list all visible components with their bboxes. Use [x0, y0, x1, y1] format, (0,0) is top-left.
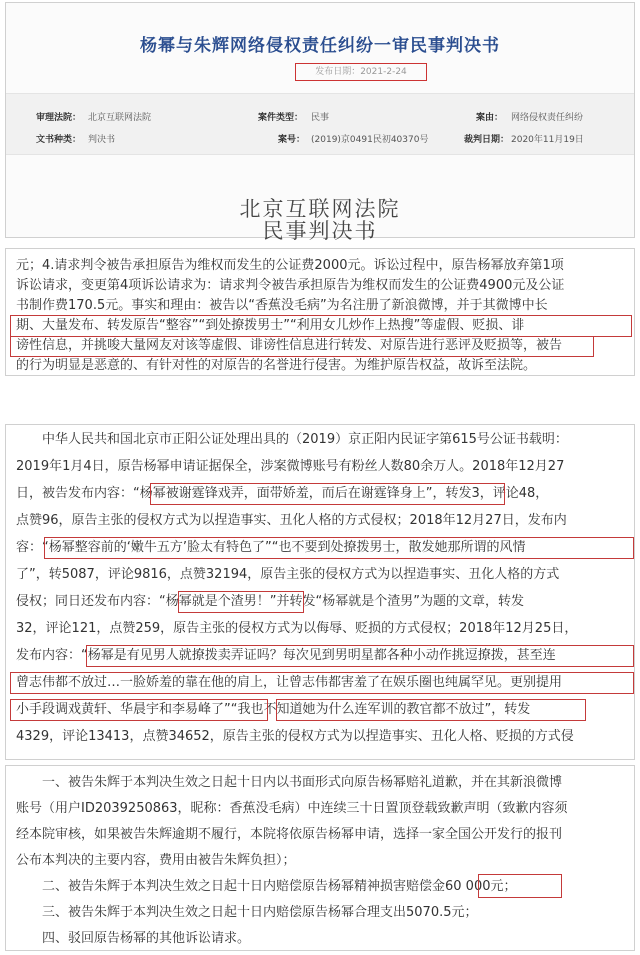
cause-label: 案由： — [476, 113, 504, 123]
judgment-title: 杨幂与朱辉网络侵权责任纠纷一审民事判决书 — [140, 36, 500, 56]
court-name: 北京互联网法院 — [239, 197, 401, 221]
text-line: 二、被告朱辉于本判决生效之日起十日内赔偿原告杨幂精神损害赔偿金60 000元； — [16, 879, 517, 894]
text-line: 三、被告朱辉于本判决生效之日起十日内赔偿原告杨幂合理支出5070.5元； — [16, 905, 478, 920]
court-label: 审理法院： — [36, 113, 82, 123]
text-line: 期、大量发布、转发原告“整容”“到处撩拨男士”“利用女儿炒作上热搜”等虚假、贬损、诽 — [16, 318, 525, 333]
text-line: 的行为明显是恶意的、有针对性的对原告的名誉进行侵害。为维护原告权益，故诉至法院。 — [16, 358, 537, 373]
text-line: 2019年1月4日，原告杨幂申请证据保全，涉案微博账号有粉丝人数80余万人。2018年12月27 — [16, 459, 565, 474]
text-line: 发布内容：“杨幂是有见男人就撩拨卖弄证吗？每次见到男明星都各种小动作挑逗撩拨，甚至连 — [16, 648, 556, 663]
text-line: 容：“杨幂整容前的‘嫩牛五方’脸太有特色了”“也不要到处撩拨男士，散发她那所谓的风情 — [16, 540, 526, 555]
text-line: 公布本判决的主要内容，费用由被告朱辉负担）； — [16, 853, 296, 868]
text-line: 中华人民共和国北京市正阳公证处理出具的（2019）京正阳内民证字第615号公证书载明： — [16, 432, 568, 447]
doc-type-label: 文书种类： — [36, 135, 82, 145]
text-line: 书制作费170.5元。事实和理由：被告以“香蕉没毛病”为名注册了新浪微博，并于其微博中长 — [16, 298, 548, 313]
excerpt-claims — [5, 248, 635, 376]
document-type: 民事判决书 — [262, 219, 378, 243]
text-line: 谤性信息，并挑唆大量网友对该等虚假、诽谤性信息进行转发、对原告进行恶评及贬损等，被告 — [16, 338, 563, 353]
text-line: 日，被告发布内容：“杨幂被谢霆锋戏弄，面带娇羞，而后在谢霆锋身上”，转发3，评论48， — [16, 486, 549, 501]
case-number-label: 案号： — [278, 135, 306, 145]
case-type-value: 民事 — [311, 113, 330, 123]
case-number-value: (2019)京0491民初40370号 — [311, 135, 429, 145]
text-line: 了”，转5087，评论9816，点赞32194，原告主张的侵权方式为以捏造事实、丑化人格的方式 — [16, 567, 560, 582]
judgment-header — [5, 2, 635, 243]
judgment-date-label: 裁判日期： — [464, 135, 510, 145]
judgment-date-value: 2020年11月19日 — [511, 135, 584, 145]
publish-date: 发布日期：2021-2-24 — [295, 63, 427, 81]
court-value: 北京互联网法院 — [88, 113, 152, 123]
text-line: 元；4.请求判令被告承担原告为维权而发生的公证费2000元。诉讼过程中，原告杨幂放弃第1项 — [16, 258, 564, 273]
case-type-label: 案件类型： — [258, 113, 304, 123]
text-line: 小手段调戏黄轩、华晨宇和李易峰了”“我也不知道她为什么连军训的教官都不放过”，转发 — [16, 702, 531, 717]
case-metadata — [6, 93, 634, 155]
text-line: 账号（用户ID2039250863，昵称：香蕉没毛病）中连续三十日置顶登载致歉声明（致歉内容须 — [16, 801, 568, 816]
text-line: 诉讼请求，变更第4项诉讼请求为：请求判令被告承担原告为维权而发生的公证费4900元及公证 — [16, 278, 565, 293]
text-line: 32，评论121，点赞259，原告主张的侵权方式为以侮辱、贬损的方式侵权；2018年12月25日， — [16, 621, 578, 636]
text-line: 曾志伟都不放过…一脸娇羞的靠在他的肩上，让曾志伟都害羞了在娱乐圈也纯属罕见。更别提用 — [16, 675, 563, 690]
text-line: 4329，评论13413，点赞34652，原告主张的侵权方式为以捏造事实、丑化人格、贬损的方式侵 — [16, 729, 574, 744]
text-line: 点赞96，原告主张的侵权方式为以捏造事实、丑化人格的方式侵权；2018年12月27日，发布内 — [16, 513, 567, 528]
excerpt-verdict — [5, 765, 635, 951]
cause-value: 网络侵权责任纠纷 — [511, 113, 584, 123]
text-line: 侵权；同日还发布内容：“杨幂就是个渣男！”并转发“杨幂就是个渣男”为题的文章，转发 — [16, 594, 524, 609]
doc-type-value: 判决书 — [88, 135, 116, 145]
excerpt-evidence — [5, 424, 635, 760]
text-line: 四、驳回原告杨幂的其他诉讼请求。 — [16, 931, 251, 946]
text-line: 一、被告朱辉于本判决生效之日起十日内以书面形式向原告杨幂赔礼道歉，并在其新浪微博 — [16, 775, 563, 790]
text-line: 经本院审核，如果被告朱辉逾期不履行，本院将依原告杨幂申请，选择一家全国公开发行的报刊 — [16, 827, 563, 842]
